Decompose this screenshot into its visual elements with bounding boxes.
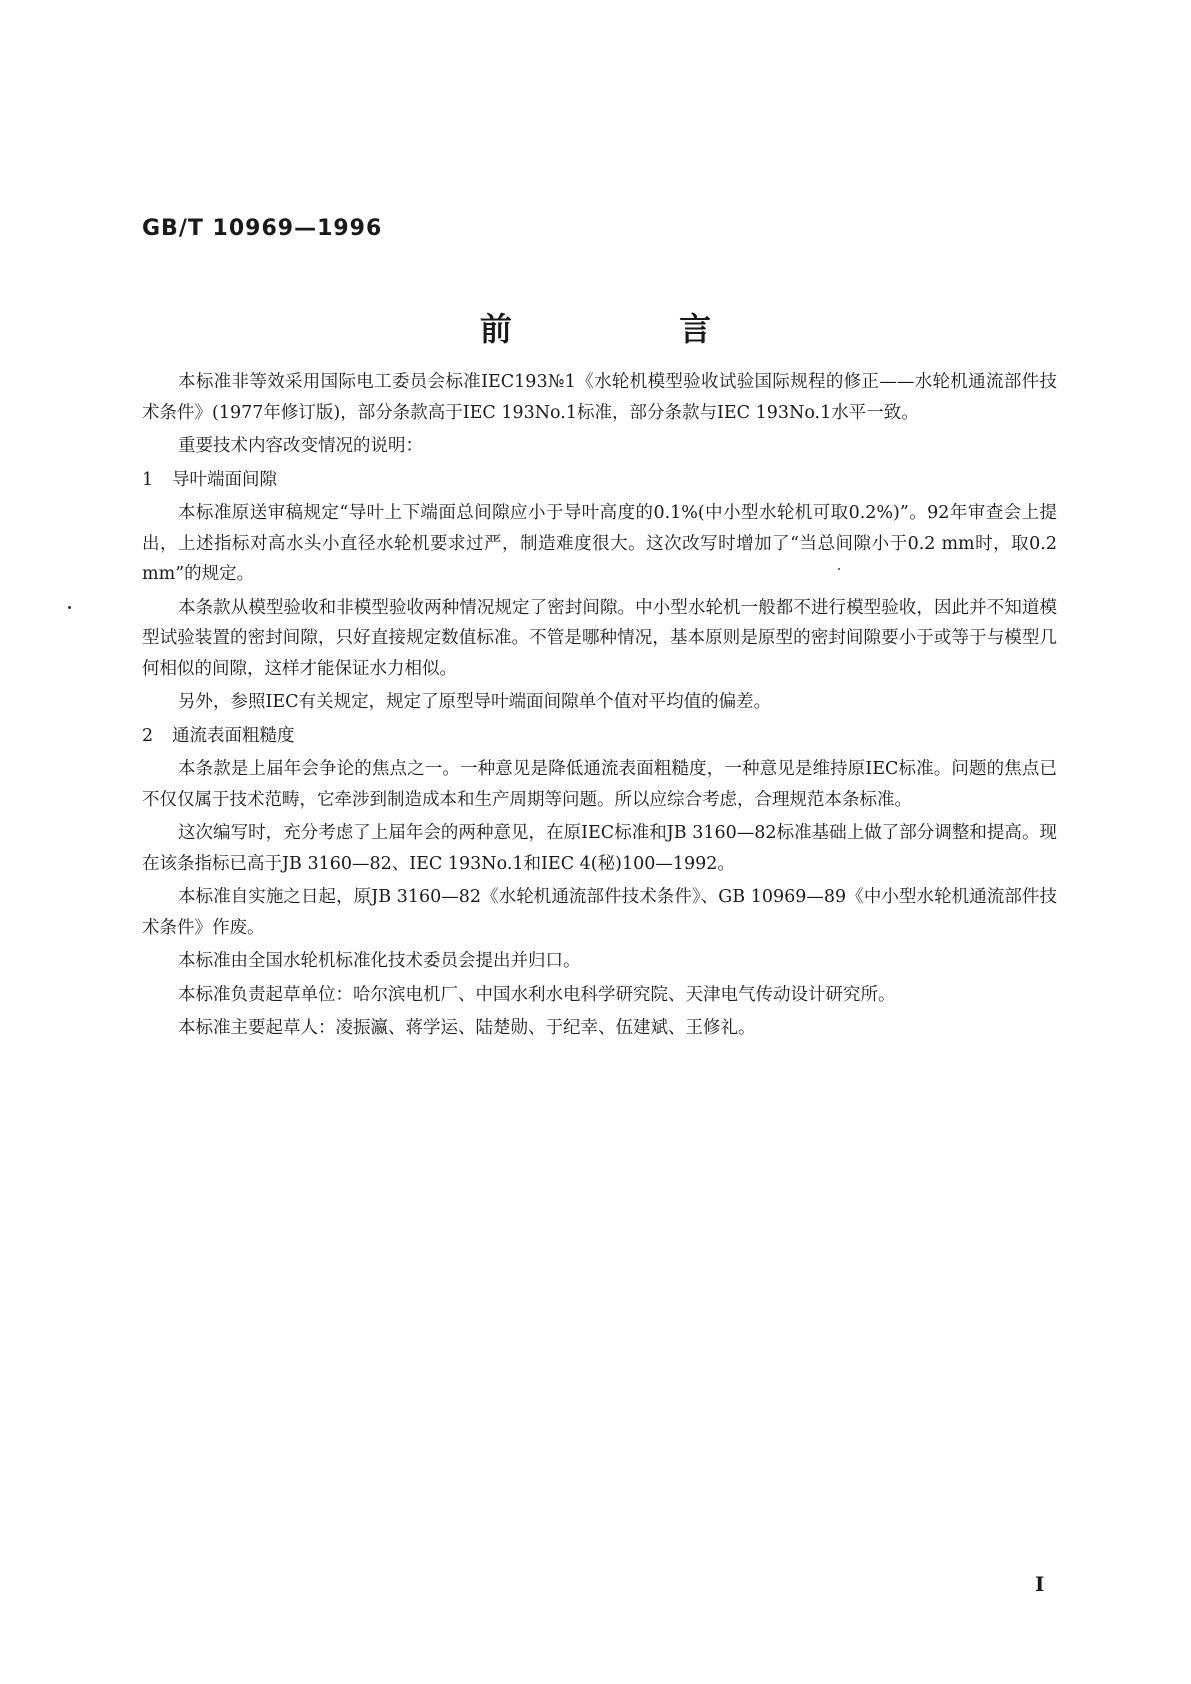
paragraph: 本标准由全国水轮机标准化技术委员会提出并归口。 [178, 951, 581, 971]
section-heading-text: 通流表面粗糙度 [172, 725, 295, 746]
scan-speck [838, 568, 840, 570]
section-number: 2 [142, 725, 154, 746]
paragraph: 这次编写时，充分考虑了上届年会的两种意见，在原IEC标准和JB 3160—82标准基础上做了部分调整和提高。现在该条指标已高于JB 3160—82、IEC 193No.1和IEC 4(秘)100—1992。 [142, 823, 1057, 874]
standard-code: GB/T 10969—1996 [142, 216, 383, 241]
paragraph: 本标准自实施之日起，原JB 3160—82《水轮机通流部件技术条件》、GB 10969—89《中小型水轮机通流部件技术条件》作废。 [142, 887, 1057, 938]
scan-speck [68, 606, 71, 609]
section-number: 1 [142, 469, 154, 490]
section-heading [142, 721, 1057, 752]
paragraph: 本条款是上届年会争论的焦点之一。一种意见是降低通流表面粗糙度，一种意见是维持原IEC标准。问题的焦点已不仅仅属于技术范畴，它牵涉到制造成本和生产周期等问题。所以应综合考虑，合理规范本条标准。 [142, 759, 1057, 810]
page-title: 前 言 [479, 310, 790, 348]
paragraph: 本标准非等效采用国际电工委员会标准IEC193№1《水轮机模型验收试验国际规程的修正——水轮机通流部件技术条件》(1977年修订版)，部分条款高于IEC 193No.1标准，部分条款与IEC 193No.1水平一致。 [142, 372, 1057, 423]
paragraph: 本标准主要起草人：凌振瀛、蒋学运、陆楚勋、于纪幸、伍建斌、王修礼。 [178, 1018, 756, 1038]
paragraph: 另外，参照IEC有关规定，规定了原型导叶端面间隙单个值对平均值的偏差。 [178, 692, 772, 712]
paragraph: 重要技术内容改变情况的说明： [178, 436, 423, 456]
section-heading [142, 465, 1057, 496]
paragraph: 本条款从模型验收和非模型验收两种情况规定了密封间隙。中小型水轮机一般都不进行模型验收，因此并不知道模型试验装置的密封间隙，只好直接规定数值标准。不管是哪种情况，基本原则是原型的密封间隙要小于或等于与模型几何相似的间隙，这样才能保证水力相似。 [142, 597, 1057, 679]
page-number: Ⅰ [1035, 1572, 1045, 1596]
paragraph: 本标准负责起草单位：哈尔滨电机厂、中国水利水电科学研究院、天津电气传动设计研究所。 [178, 984, 896, 1005]
section-heading-text: 导叶端面间隙 [172, 469, 277, 490]
body-text [142, 367, 1057, 1047]
paragraph: 本标准原送审稿规定“导叶上下端面总间隙应小于导叶高度的0.1%(中小型水轮机可取0.2%)”。92年审查会上提出，上述指标对高水头小直径水轮机要求过严，制造难度很大。这次改写时增加了“当总间隙小于0.2 mm时，取0.2 mm”的规定。 [142, 503, 1057, 584]
